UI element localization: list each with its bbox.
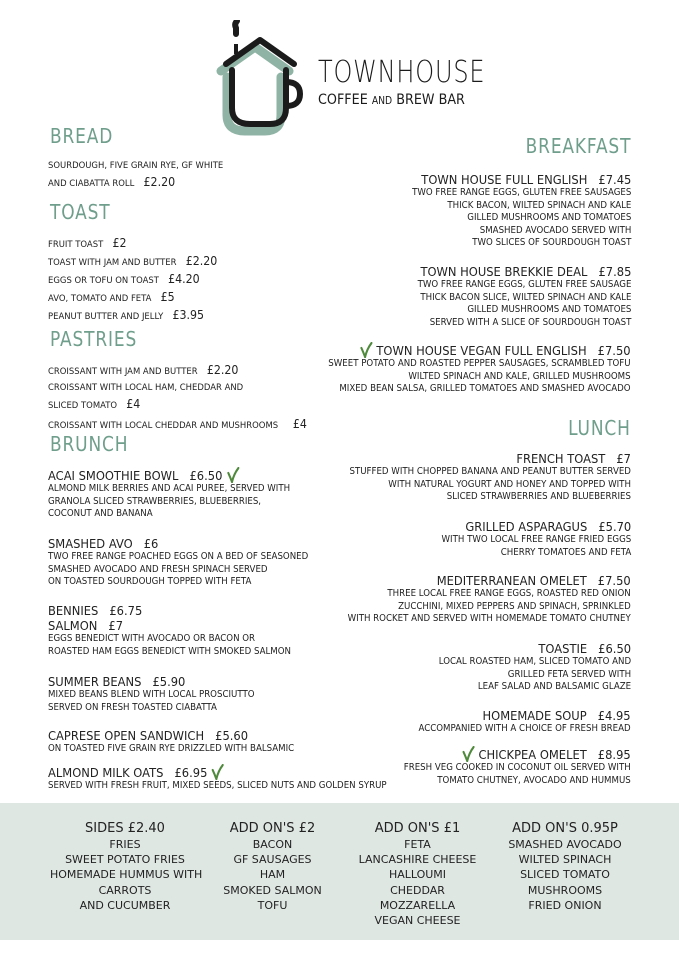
item-price: £6.50: [189, 468, 223, 483]
item-desc: WITH TWO LOCAL FREE RANGE FRIED EGGS: [441, 534, 631, 545]
item-price: £7: [616, 451, 631, 466]
vegan-leaf-icon: [211, 764, 224, 780]
list-item: LANCASHIRE CHEESE: [358, 853, 477, 867]
item-price: £6.50: [598, 641, 631, 656]
list-item: FRIES: [109, 838, 141, 851]
column-title: ADD ON'S 0.95P: [512, 821, 618, 836]
item-desc: LEAF SALAD AND BALSAMIC GLAZE: [477, 681, 631, 693]
item-name: CHICKPEA OMELET: [478, 747, 588, 762]
section-title-breakfast: BREAKFAST: [525, 134, 631, 158]
footer-extras-panel: [0, 803, 679, 940]
item-price: £5.60: [215, 728, 249, 743]
pastry-line: [48, 362, 333, 380]
item-desc: ON TOASTED FIVE GRAIN RYE DRIZZLED WITH BALSAMIC: [48, 743, 295, 754]
item-desc: SWEET POTATO AND ROASTED PEPPER SAUSAGES, SCRAMBLED TOFU: [328, 358, 631, 369]
item-desc: TWO FREE RANGE EGGS, GLUTEN FREE SAUSAGE: [417, 279, 631, 290]
section-title-lunch: LUNCH: [568, 416, 631, 440]
section-title-pastries: PASTRIES: [50, 327, 138, 351]
item-price: £7.50: [598, 573, 631, 588]
toast-item: [48, 235, 333, 253]
toast-item: [48, 253, 333, 271]
list-item: MOZZARELLA: [379, 898, 456, 912]
list-item: HALLOUMI: [388, 868, 447, 882]
list-item: SWEET POTATO FRIES: [65, 853, 185, 867]
list-item: GF SAUSAGES: [233, 853, 312, 867]
item-name: AVO, TOMATO AND FETA: [48, 293, 152, 304]
item-desc: SERVED WITH A SLICE OF SOURDOUGH TOAST: [429, 316, 631, 328]
item-desc: TWO FREE RANGE EGGS, GLUTEN FREE SAUSAGES: [411, 187, 631, 198]
item-price: £6.75: [109, 603, 143, 618]
menu-item-bennies: [48, 603, 312, 658]
addons-095-column: [500, 821, 630, 913]
addons-2-column: [215, 821, 330, 913]
item-price: £6.95: [174, 765, 208, 780]
item-price: £2.20: [206, 363, 239, 377]
vegan-leaf-icon: [226, 467, 239, 483]
item-name: EGGS OR TOFU ON TOAST: [48, 275, 159, 286]
item-desc: SMASHED AVOCADO AND FRESH SPINACH SERVED: [48, 563, 268, 575]
item-desc: ALMOND MILK BERRIES AND ACAI PUREE, SERVED WITH: [48, 483, 291, 494]
brand-name: TOWNHOUSE: [318, 55, 486, 90]
item-name: SUMMER BEANS: [48, 674, 142, 689]
item-desc: THICK BACON, WILTED SPINACH AND KALE: [447, 199, 631, 211]
item-desc: ROASTED HAM EGGS BENEDICT WITH SMOKED SALMON: [48, 645, 291, 657]
item-price: £6: [143, 536, 159, 551]
bread-line: [48, 174, 333, 192]
item-name: PEANUT BUTTER AND JELLY: [48, 311, 164, 322]
menu-item-grilled-asparagus: [425, 519, 631, 559]
list-item: WILTED SPINACH: [518, 853, 612, 867]
column-title: SIDES £2.40: [85, 821, 165, 836]
item-desc: MIXED BEANS BLEND WITH LOCAL PROSCIUTTO: [48, 689, 255, 700]
item-price: £7: [108, 618, 124, 633]
bread-line: SOURDOUGH, FIVE GRAIN RYE, GF WHITE: [48, 160, 224, 171]
townhouse-logo: [212, 20, 304, 136]
menu-item-full-english: [393, 172, 631, 250]
item-desc: MIXED BEAN SALSA, GRILLED TOMATOES AND SMASHED AVOCADO: [339, 383, 631, 395]
menu-item-mediterranean-omelet: [323, 573, 631, 626]
column-title: ADD ON'S £1: [374, 821, 461, 836]
pastry-line: [48, 396, 333, 414]
list-item: AND CUCUMBER: [79, 898, 171, 912]
bread-price: £2.20: [143, 175, 176, 189]
item-price: £7.85: [598, 264, 631, 279]
item-price: £2.20: [185, 254, 218, 268]
item-name: TOWN HOUSE BREKKIE DEAL: [420, 264, 588, 279]
item-price: £7.50: [598, 343, 631, 358]
menu-item-chickpea-omelet: [384, 746, 631, 787]
item-desc: EGGS BENEDICT WITH AVOCADO OR BACON OR: [48, 633, 256, 644]
menu-item-summer-beans: [48, 674, 272, 714]
list-item: CHEDDAR: [390, 883, 445, 897]
item-desc: FRESH VEG COOKED IN COCONUT OIL SERVED WITH: [404, 762, 631, 773]
sides-column: [50, 821, 203, 913]
item-name: CROISSANT WITH JAM AND BUTTER: [48, 366, 198, 377]
section-title-toast: TOAST: [50, 200, 111, 224]
item-name: TOASTIE: [538, 641, 588, 656]
item-desc: CHERRY TOMATOES AND FETA: [500, 546, 631, 558]
item-name: CAPRESE OPEN SANDWICH: [48, 728, 205, 743]
toast-item: [48, 271, 333, 289]
vegan-leaf-icon: [360, 342, 373, 358]
list-item: SMOKED SALMON: [223, 883, 322, 897]
item-desc: SMASHED AVOCADO SERVED WITH: [479, 224, 631, 236]
vegan-leaf-icon: [462, 746, 475, 762]
section-title-bread: BREAD: [50, 124, 114, 148]
pastry-line: CROISSANT WITH LOCAL HAM, CHEDDAR AND: [48, 382, 244, 393]
item-name: HOMEMADE SOUP: [482, 708, 588, 723]
menu-item-caprese: [48, 728, 316, 756]
bread-section: [48, 158, 358, 192]
item-price: £4.95: [598, 708, 631, 723]
list-item: FETA: [404, 838, 431, 851]
item-name: TOAST WITH JAM AND BUTTER: [48, 257, 177, 268]
item-name: ALMOND MILK OATS: [48, 765, 164, 780]
item-desc: ON TOASTED SOURDOUGH TOPPED WITH FETA: [48, 576, 252, 588]
item-desc: GILLED MUSHROOMS AND TOMATOES: [466, 304, 631, 316]
item-name: GRILLED ASPARAGUS: [465, 519, 588, 534]
item-desc: ACCOMPANIED WITH A CHOICE OF FRESH BREAD: [418, 723, 631, 734]
item-desc: GRANOLA SLICED STRAWBERRIES, BLUEBERRIES,: [48, 495, 262, 507]
item-price: £3.95: [172, 308, 205, 322]
item-desc: GRILLED FETA SERVED WITH: [507, 668, 631, 680]
bread-line-text: AND CIABATTA ROLL: [48, 178, 135, 189]
addons-1-column: [350, 821, 485, 928]
item-name: MEDITERRANEAN OMELET: [436, 573, 588, 588]
item-price: £2: [112, 236, 127, 250]
item-desc: WITH ROCKET AND SERVED WITH HOMEMADE TOMATO CHUTNEY: [347, 613, 631, 625]
list-item: HAM: [259, 868, 286, 882]
item-name: FRUIT TOAST: [48, 239, 104, 250]
item-desc: GILLED MUSHROOMS AND TOMATOES: [466, 212, 631, 224]
item-name: TOWN HOUSE VEGAN FULL ENGLISH: [376, 343, 588, 358]
item-price: £5.70: [598, 519, 631, 534]
list-item: SLICED TOMATO: [520, 868, 610, 882]
item-price: £4: [292, 417, 307, 431]
item-price: £7.45: [598, 172, 631, 187]
menu-item-almond-oats: [48, 764, 416, 793]
list-item: FRIED ONION: [528, 898, 602, 912]
item-name: BENNIES: [48, 603, 99, 618]
toast-section: [48, 235, 358, 325]
menu-item-homemade-soup: [400, 708, 631, 736]
item-desc: SERVED WITH FRESH FRUIT, MIXED SEEDS, SLICED NUTS AND GOLDEN SYRUP: [48, 780, 387, 791]
item-desc: WILTED SPINACH AND KALE, GRILLED MUSHROOMS: [408, 370, 631, 382]
tagline-part: COFFEE: [318, 92, 368, 108]
item-desc: THREE LOCAL FREE RANGE EGGS, ROASTED RED ONION: [387, 588, 631, 599]
toast-item: [48, 307, 333, 325]
item-desc: COCONUT AND BANANA: [48, 508, 153, 520]
item-desc: STUFFED WITH CHOPPED BANANA AND PEANUT BUTTER SERVED: [349, 466, 631, 477]
item-desc: TWO FREE RANGE POACHED EGGS ON A BED OF SEASONED: [48, 551, 309, 562]
item-desc: LOCAL ROASTED HAM, SLICED TOMATO AND: [438, 656, 631, 667]
menu-item-smashed-avo: [48, 536, 331, 589]
item-desc: THICK BACON SLICE, WILTED SPINACH AND KALE: [419, 291, 631, 303]
item-price: £5.90: [152, 674, 186, 689]
list-item: HOMEMADE HUMMUS WITH: [50, 868, 203, 882]
item-desc: SLICED STRAWBERRIES AND BLUEBERRIES: [446, 491, 631, 503]
item-desc: ZUCCHINI, MIXED PEPPERS AND SPINACH, SPRINKLED: [398, 600, 631, 612]
item-name: TOWN HOUSE FULL ENGLISH: [420, 172, 588, 187]
item-price: £4: [126, 397, 141, 411]
item-name: SMASHED AVO: [48, 536, 133, 551]
list-item: MUSHROOMS: [527, 883, 603, 897]
list-item: CARROTS: [98, 883, 152, 897]
item-name: SALMON: [48, 618, 98, 633]
menu-item-brekkie-deal: [399, 264, 631, 329]
menu-item-vegan-full-english: [302, 342, 631, 396]
item-desc: WITH NATURAL YOGURT AND HONEY AND TOPPED WITH: [388, 478, 631, 490]
item-name: ACAI SMOOTHIE BOWL: [48, 468, 179, 483]
column-title: ADD ON'S £2: [229, 821, 316, 836]
list-item: TOFU: [257, 898, 288, 912]
brand-tagline: [318, 92, 502, 108]
section-title-brunch: BRUNCH: [50, 432, 129, 456]
item-price: £4.20: [168, 272, 200, 286]
list-item: VEGAN CHEESE: [374, 914, 461, 928]
tagline-part: BREW BAR: [396, 92, 465, 108]
list-item: SMASHED AVOCADO: [508, 838, 622, 851]
menu-item-acai: [48, 467, 311, 521]
item-name: CROISSANT WITH LOCAL CHEDDAR AND MUSHROOMS: [48, 420, 279, 431]
toast-item: [48, 289, 333, 307]
item-price: £5: [160, 290, 175, 304]
item-name: FRENCH TOAST: [516, 451, 606, 466]
menu-item-toastie: [422, 641, 631, 694]
tagline-and: AND: [371, 95, 393, 107]
item-desc: SERVED ON FRESH TOASTED CIABATTA: [48, 701, 217, 713]
menu-item-french-toast: [325, 451, 631, 504]
brand: [318, 55, 527, 108]
item-desc: TOMATO CHUTNEY, AVOCADO AND HUMMUS: [437, 774, 631, 786]
list-item: BACON: [252, 838, 293, 851]
item-price: £8.95: [598, 747, 631, 762]
item-name: SLICED TOMATO: [48, 400, 118, 411]
item-desc: TWO SLICES OF SOURDOUGH TOAST: [471, 237, 631, 249]
